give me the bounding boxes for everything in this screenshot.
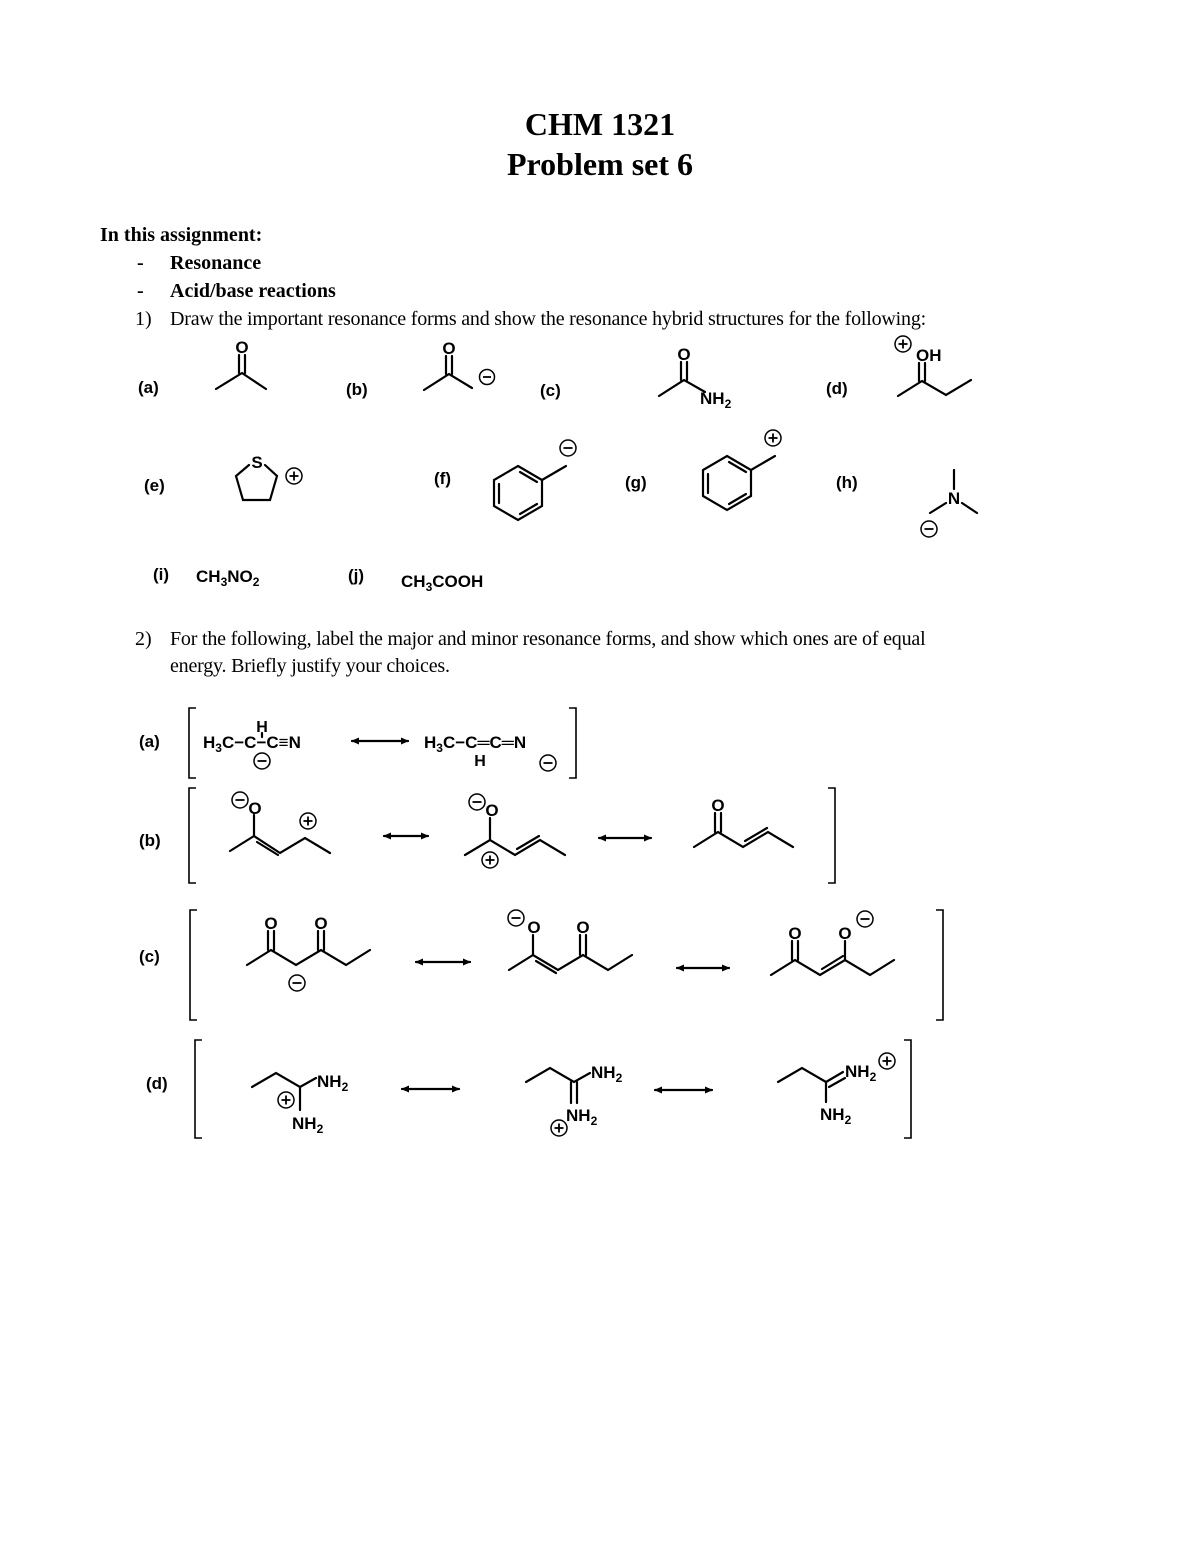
plus-charge-icon [895,336,911,352]
q1-label-i: (i) [153,565,170,584]
q2-label-c: (c) [139,947,160,966]
bullet-resonance: Resonance [170,252,262,274]
svg-text:S: S [251,453,263,472]
svg-text:NH2: $NH_2$ [317,1072,349,1094]
q2-text-line2: energy. Briefly justify your choices. [170,655,450,677]
minus-charge-icon [560,440,576,456]
bullet-dash: - [137,252,144,274]
svg-text:NH2: $NH_2$ [591,1063,623,1085]
svg-text:O: O [711,796,725,815]
svg-text:O: O [788,924,802,943]
svg-text:NH2: $NH_2$ [566,1106,598,1128]
svg-text:H3C−C−C≡N: $H_3C-C-C\equiv N$ [203,733,301,755]
q2a-structures [189,708,576,778]
plus-charge-icon [300,813,316,829]
q1j-formula: $CH_3COOH$ [401,572,484,594]
atom-o: O [235,338,249,357]
minus-charge-icon [540,755,556,771]
plus-charge-icon [879,1053,895,1069]
q1-number: 1) [135,308,152,330]
q1g-structure [703,430,781,510]
plus-charge-icon [278,1092,294,1108]
q2-label-a: (a) [139,732,160,751]
svg-text:O: O [485,801,499,820]
q1e-structure [236,453,302,500]
intro-heading: In this assignment: [100,224,263,246]
svg-text:O: O [248,799,262,818]
svg-text:H3C−C═C═N: $H_3C-C═C═N$ [424,733,527,755]
svg-text:N: N [947,489,961,508]
minus-charge-icon [921,521,937,537]
minus-charge-icon [469,794,485,810]
plus-charge-icon [482,852,498,868]
q1-label-a: (a) [138,378,159,397]
svg-text:OH: OH [916,346,942,365]
svg-text:O: O [838,924,852,943]
q1b-structure [424,339,495,390]
bullet-acid-base: Acid/base reactions [170,280,336,302]
atom-nh2: $NH_2$ [700,389,732,411]
minus-charge-icon [480,370,495,385]
q1-label-e: (e) [144,476,165,495]
q1h-structure [921,470,977,537]
plus-charge-icon [765,430,781,446]
q1-label-f: (f) [434,469,451,488]
q1-label-g: (g) [625,473,647,492]
svg-text:O: O [264,914,278,933]
q1i-formula: $CH_3NO_2$ [196,567,260,589]
q2-number: 2) [135,628,152,650]
svg-text:NH2: $NH_2$ [292,1114,324,1136]
q1-text: Draw the important resonance forms and show the resonance hybrid structures for the following: [170,308,926,330]
q1f-structure [494,440,576,520]
svg-text:NH2: $NH_2$ [845,1062,877,1084]
plus-charge-icon [551,1120,567,1136]
q2-label-d: (d) [146,1074,168,1093]
q2b-structures [189,788,835,883]
svg-text:O: O [527,918,541,937]
svg-text:O: O [442,339,456,358]
q2c-structures [190,910,943,1020]
q1-label-b: (b) [346,380,368,399]
q1-label-j: (j) [348,566,365,585]
course-code: CHM 1321 [524,106,676,142]
q1c-structure [659,345,732,411]
problem-set-title: Problem set 6 [506,146,694,182]
svg-text:O: O [314,914,328,933]
minus-charge-icon [508,910,524,926]
svg-text:NH2: $NH_2$ [820,1105,852,1127]
q2d-structures [195,1040,911,1138]
q2-label-b: (b) [139,831,161,850]
q1-label-d: (d) [826,379,848,398]
q1a-structure [216,338,266,389]
svg-text:H: H [474,753,486,770]
bullet-dash: - [137,280,144,302]
q1-label-h: (h) [836,473,858,492]
minus-charge-icon [857,911,873,927]
svg-text:O: O [677,345,691,364]
plus-charge-icon [286,468,302,484]
svg-text:H: H [256,719,268,736]
minus-charge-icon [254,753,270,769]
q1d-structure [895,336,971,396]
q2-text-line1: For the following, label the major and minor resonance forms, and show which ones are of equal [170,628,926,650]
svg-text:O: O [576,918,590,937]
minus-charge-icon [232,792,248,808]
minus-charge-icon [289,975,305,991]
q1-label-c: (c) [540,381,561,400]
